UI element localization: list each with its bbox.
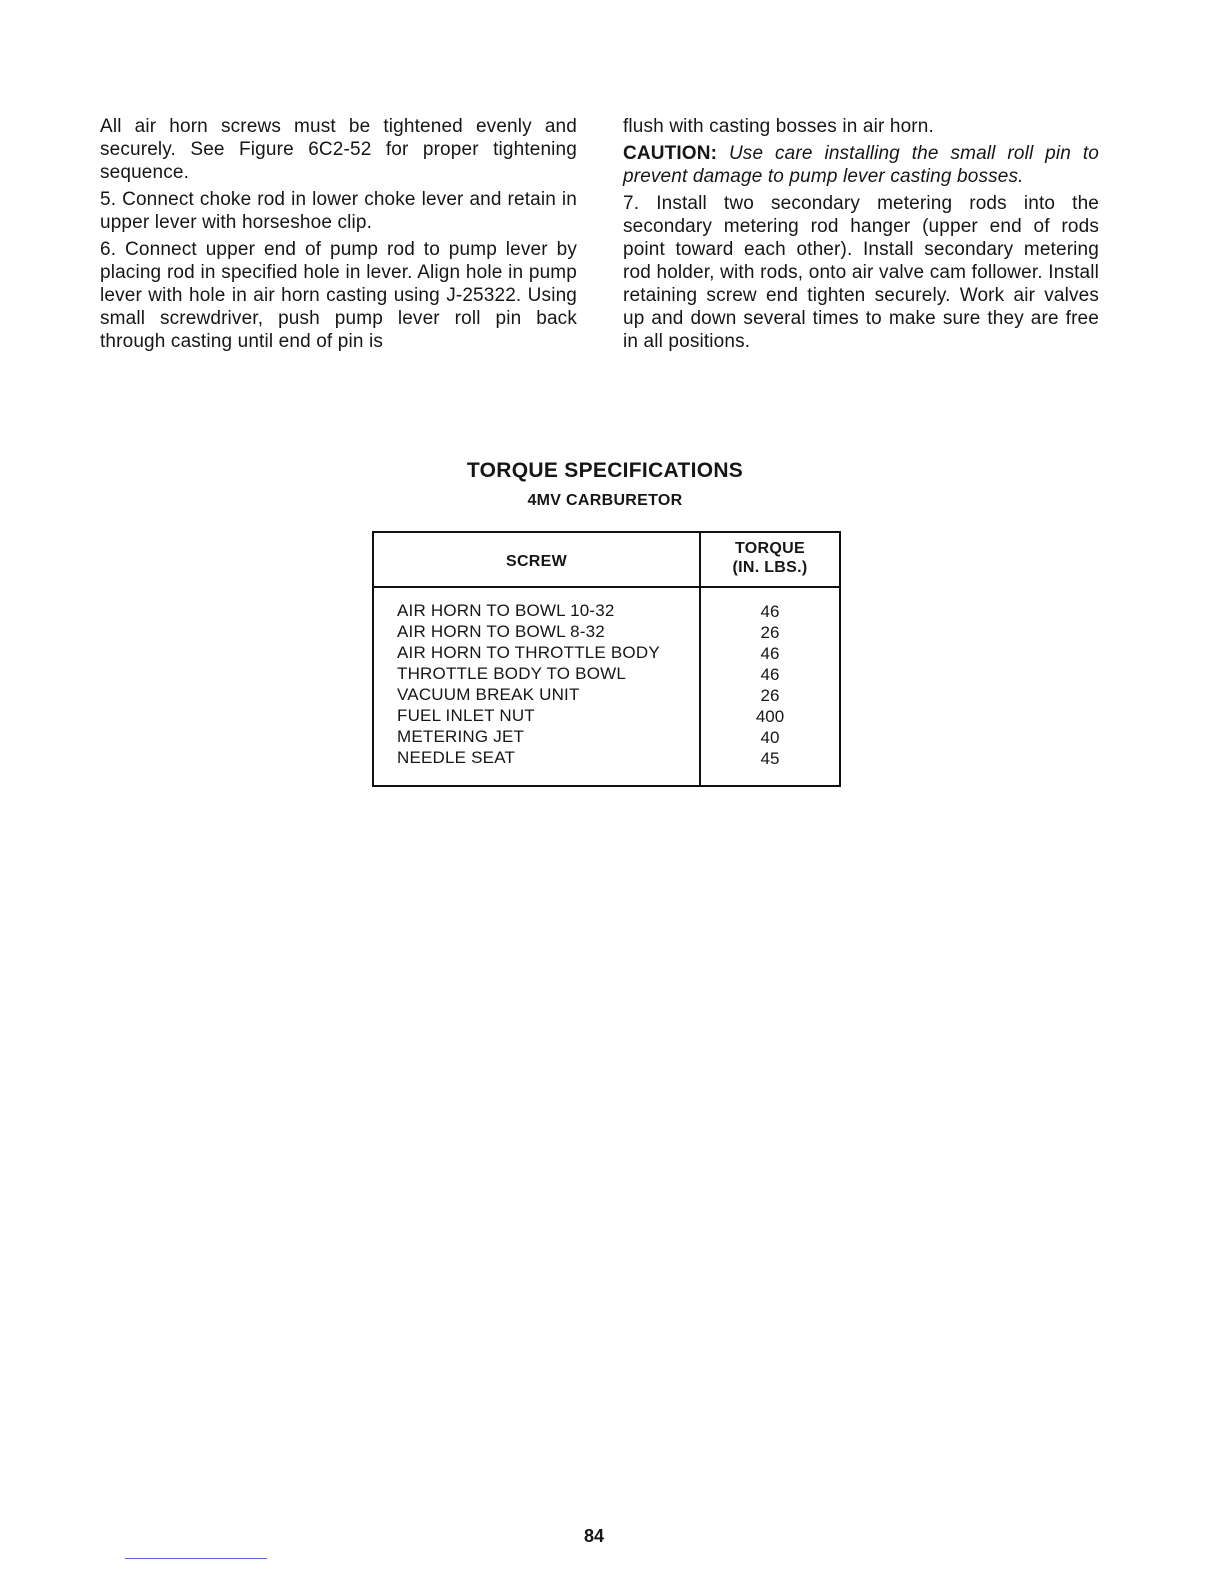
paragraph-air-horn-screws: All air horn screws must be tightened evenly and securely. See Figure 6C2-52 for proper tightening sequence. [100, 116, 577, 183]
caution-label: CAUTION: [623, 143, 718, 164]
torque-cell: 46 [760, 644, 780, 663]
column-header-torque [701, 539, 839, 577]
screw-column [397, 600, 660, 768]
screw-cell: FUEL INLET NUT [397, 706, 535, 725]
torque-header-line-2: (IN. LBS.) [732, 559, 808, 576]
torque-specifications-table [372, 531, 841, 787]
torque-cell: 400 [755, 707, 785, 726]
torque-cell: 26 [760, 623, 780, 642]
torque-cell: 46 [760, 602, 780, 621]
right-text-column [623, 115, 1099, 357]
torque-cell: 46 [760, 665, 780, 684]
screw-cell: AIR HORN TO THROTTLE BODY [397, 643, 660, 662]
paragraph-step-6: 6. Connect upper end of pump rod to pump lever by placing rod in specified hole in lever. Align hole in pump lever with hole in air horn casting using J-25322. Using small screwdriver, push pump lever roll pin back through casting until end of pin is [100, 239, 577, 352]
footer-rule [125, 1558, 267, 1559]
torque-table-title: TORQUE SPECIFICATIONS [466, 459, 744, 482]
torque-table-subtitle: 4MV CARBURETOR [527, 492, 683, 509]
column-header-screw: SCREW [505, 553, 568, 570]
paragraph-step-5: 5. Connect choke rod in lower choke lever and retain in upper lever with horseshoe clip. [100, 189, 577, 233]
caution-text: Use care installing the small roll pin to prevent damage to pump lever casting bosses. [623, 143, 1099, 187]
screw-cell: NEEDLE SEAT [397, 748, 516, 767]
paragraph-step-7: 7. Install two secondary metering rods into the secondary metering rod hanger (upper end of rods point toward each other). Install secondary metering rod holder, with rods, onto air valve cam follower. Install retaining screw end tighten securely. Work air valves up and down several times to make sure they are free in all positions. [623, 193, 1099, 352]
paragraph-flush-casting: flush with casting bosses in air horn. [623, 116, 934, 137]
screw-cell: THROTTLE BODY TO BOWL [397, 664, 627, 683]
caution-note [623, 142, 1099, 188]
torque-cell: 40 [760, 728, 780, 747]
torque-cell: 26 [760, 686, 780, 705]
screw-cell: AIR HORN TO BOWL 10-32 [397, 601, 615, 620]
header-divider [374, 586, 839, 588]
left-text-column [100, 115, 577, 357]
screw-cell: METERING JET [397, 727, 525, 746]
screw-cell: VACUUM BREAK UNIT [397, 685, 580, 704]
torque-column [701, 601, 839, 769]
torque-cell: 45 [760, 749, 780, 768]
screw-cell: AIR HORN TO BOWL 8-32 [397, 622, 605, 641]
page-number: 84 [583, 1526, 605, 1546]
torque-header-line-1: TORQUE [735, 540, 805, 557]
